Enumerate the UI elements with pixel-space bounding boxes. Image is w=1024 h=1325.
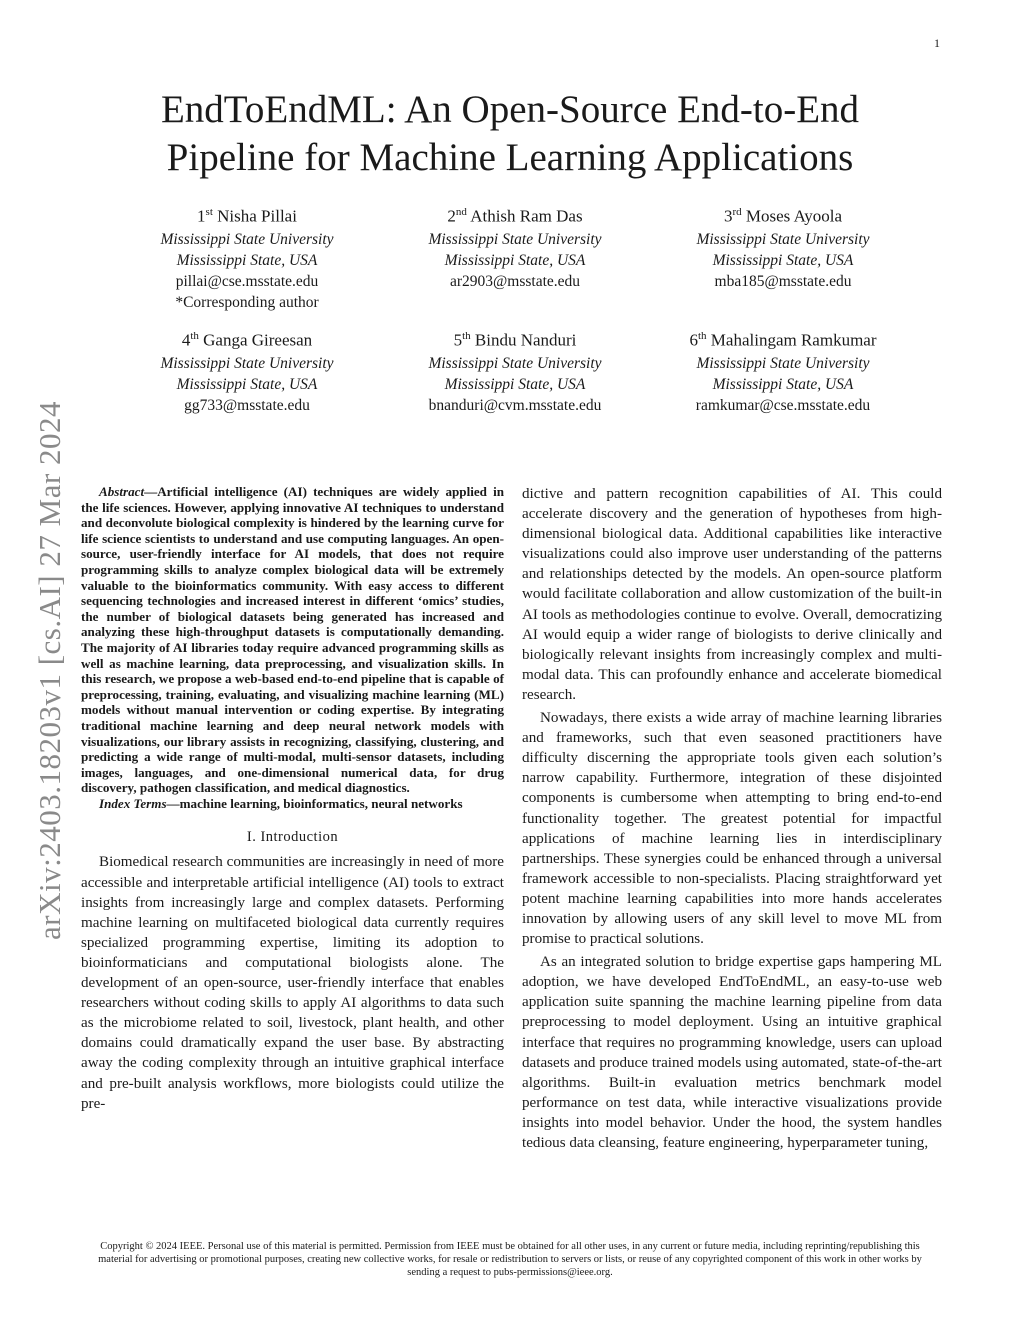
abstract-text: —Artificial intelligence (AI) techniques are widely applied in the life sciences. However, applying innovative AI techniques to understand and deconvolute biological complexity is hindered by the learning curve for life science scientists to understand and use computing languages. An open-source, user-friendly interface for AI models, that does not require programming skills to analyze complex biological data will be extremely valuable to the bioinformatics community. With easy access to different sequencing technologies and increased interest in different ‘omics’ studies, the number of biological datasets being generated has increased and analyzing these high-throughput datasets is computationally demanding. The majority of AI libraries today require advanced programming skills as well as machine learning, data preprocessing, and visualization skills. In this research, we propose a web-based end-to-end pipeline that is capable of preprocessing, training, evaluating, and visualizing machine learning (ML) models without manual intervention or coding expertise. By integrating traditional machine learning and deep neural network models with visualizations, our library assists in recognizing, classifying, clustering, and predicting a wide range of multi-modal, multi-sensor datasets, including images, languages, and one-dimensional numerical data, for drug discovery, pathogen classification, and medical diagnostics.	[81, 484, 504, 796]
author-card	[649, 200, 917, 324]
arxiv-identifier[interactable]: arXiv:2403.18203v1 [cs.AI] 27 Mar 2024	[32, 400, 67, 940]
author-email[interactable]: ar2903@msstate.edu	[449, 272, 581, 290]
author-affiliation: Mississippi State University	[160, 354, 334, 372]
author-card	[113, 324, 381, 448]
author-name-line: 4th Ganga Gireesan	[181, 330, 313, 350]
author-name-line: 1st Nisha Pillai	[197, 206, 297, 226]
author-email[interactable]: ramkumar@cse.msstate.edu	[695, 396, 871, 414]
author-name-line: 2nd Athish Ram Das	[447, 206, 583, 226]
author-note: *Corresponding author	[175, 293, 319, 311]
right-column	[522, 484, 942, 1153]
author-name-line: 3rd Moses Ayoola	[723, 206, 843, 226]
author-card	[381, 200, 649, 324]
author-email[interactable]: mba185@msstate.edu	[714, 272, 852, 290]
author-email[interactable]: bnanduri@cvm.msstate.edu	[428, 396, 602, 414]
author-location: Mississippi State, USA	[712, 251, 854, 269]
section-heading: I. Introduction	[246, 829, 339, 846]
paper-title: EndToEndML: An Open-Source End-to-End Pipeline for Machine Learning Applications	[160, 88, 860, 179]
author-location: Mississippi State, USA	[176, 375, 318, 393]
body-paragraph: Nowadays, there exists a wide array of machine learning libraries and frameworks, such that even seasoned practitioners have difficulty discerning the appropriate tools given each solution’s narrow capability. Furthermore, integration of these disjointed components is cumbersome when attempting to bring end-to-end functionality together. The greatest potential for impactful applications of machine learning lies in interdisciplinary partnerships. These synergies could be enhanced through a universal framework accessible to non-specialists. Placing straightforward yet potent machine learning capabilities into more hands accelerates innovation by allowing users of any skill level to move ML from promise to practical solutions.	[522, 710, 942, 948]
author-name-line: 5th Bindu Nanduri	[453, 330, 577, 350]
author-location: Mississippi State, USA	[712, 375, 854, 393]
author-card	[381, 324, 649, 448]
author-email[interactable]: gg733@msstate.edu	[184, 396, 310, 414]
index-terms	[81, 796, 504, 812]
author-affiliation: Mississippi State University	[428, 230, 602, 248]
left-column	[81, 484, 504, 1114]
abstract-label: Abstract	[99, 484, 145, 499]
abstract	[81, 484, 504, 796]
index-terms-text: —machine learning, bioinformatics, neural networks	[166, 795, 463, 811]
author-email[interactable]: pillai@cse.msstate.edu	[175, 272, 319, 290]
page-number: 1	[934, 36, 940, 50]
author-name-line: 6th Mahalingam Ramkumar	[689, 330, 877, 350]
body-paragraph: dictive and pattern recognition capabilities of AI. This could accelerate discovery and the generation of hypotheses from high-dimensional biological data. Additional capabilities like interactive visualizations could also improve user understanding of the patterns and relationships detected by the models. An open-source platform would facilitate collaboration and allow customization of the built-in AI tools as methodologies continue to evolve. Overall, democratizing AI would equip a wider range of biologists to derive clinically and biologically relevant insights from increasingly complex and multi-modal data. This can profoundly enhance and accelerate biomedical research.	[522, 486, 943, 703]
author-block	[113, 200, 913, 448]
author-location: Mississippi State, USA	[176, 251, 318, 269]
author-affiliation: Mississippi State University	[696, 354, 870, 372]
author-affiliation: Mississippi State University	[696, 230, 870, 248]
author-card	[649, 324, 917, 448]
author-location: Mississippi State, USA	[444, 375, 586, 393]
body-paragraph: As an integrated solution to bridge expertise gaps hampering ML adoption, we have developed EndToEndML, an easy-to-use web application suite spanning the machine learning pipeline from data preprocessing to model deployment. Using an intuitive graphical interface that requires no programming knowledge, users can upload datasets and produce trained models using automated, state-of-the-art algorithms. Built-in evaluation metrics benchmark model performance on test data, while interactive visualizations provide insights into model behavior. Under the hood, the system handles tedious data cleansing, feature engineering, hyperparameter tuning,	[522, 954, 942, 1151]
author-affiliation: Mississippi State University	[428, 354, 602, 372]
author-affiliation: Mississippi State University	[160, 230, 334, 248]
body-paragraph: Biomedical research communities are increasingly in need of more accessible and interpretable artificial intelligence (AI) tools to extract insights from increasingly large and complex datasets. Performing machine learning on multifaceted biological data currently requires specialized programming expertise, limiting its adoption to bioinformaticians and computational biologists alone. The development of an open-source, user-friendly interface that enables researchers without coding skills to apply AI algorithms to data such as the microbiome related to soil, livestock, plant health, and other domains could dramatically expand the user base. By abstracting away the coding complexity through an intuitive graphical interface and pre-built analysis workflows, more biologists could utilize the pre-	[81, 854, 504, 1112]
index-terms-label: Index Terms	[99, 795, 167, 811]
author-location: Mississippi State, USA	[444, 251, 586, 269]
author-card	[113, 200, 381, 324]
copyright-notice: Copyright © 2024 IEEE. Personal use of this material is permitted. Permission from IEEE must be obtained for all other uses, in any current or future media, including reprinting/republishing this material for advertising or promotional purposes, creating new collective works, for resale or redistribution to servers or lists, or reuse of any copyrighted component of this work in other works by sending a request to pubs-permissions@ieee.org.	[98, 1241, 922, 1278]
